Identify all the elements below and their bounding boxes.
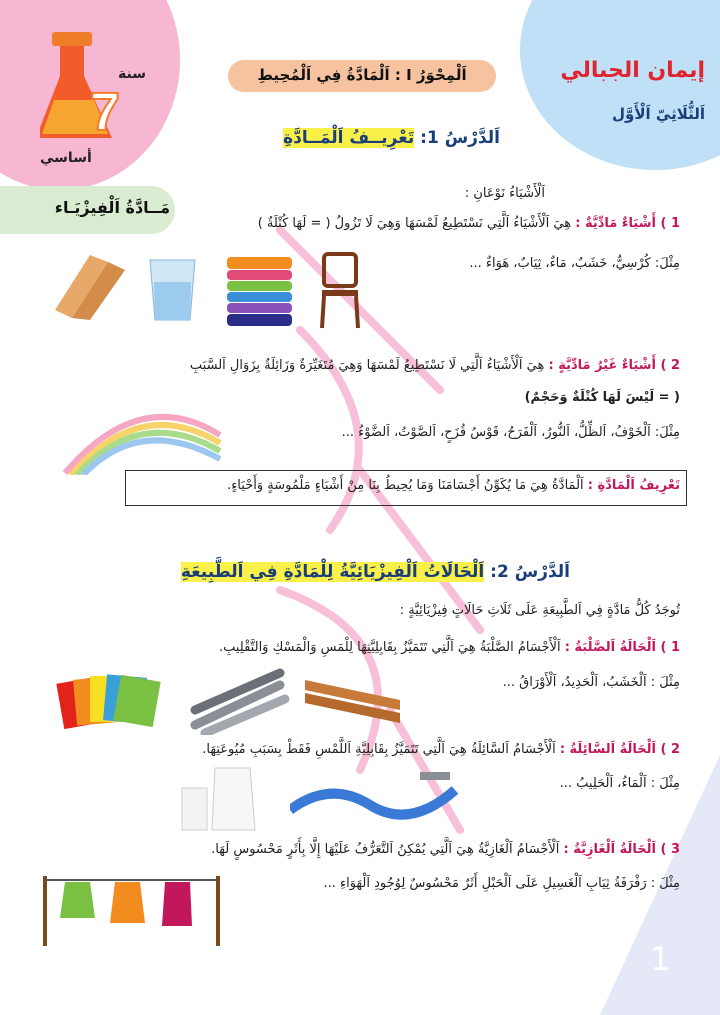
- item1-example: مِثْلَ: كُرْسِيٌّ، خَشَبٌ، مَاءٌ، ثِيَابٌ، هَوَاءٌ ...: [469, 256, 680, 271]
- subject-title: مَــادَّةُ اَلْفِيزْيَـاء: [54, 198, 170, 217]
- clothes-stack-image: [222, 252, 297, 332]
- gas-label: 3 ) اَلْحَالَةُ اَلْغَازِيَّةُ :: [563, 842, 680, 857]
- gas-text: اَلْأَجْسَامُ اَلْغَازِيَّةُ هِيَ اَلَّتِي يُمْكِنُ اَلتَّعَرُّفُ عَلَيْهَا إِلَّا بِأَثَرٍ مَحْسُوسٍ لَهَا.: [211, 842, 560, 857]
- lesson2-intro: تُوجَدُ كُلُّ مَادَّةٍ فِي اَلطَّبِيعَةِ عَلَى ثَلَاثِ حَالَاتٍ فِيزْيَائِيَّةٍ :: [399, 603, 680, 618]
- page-number: 1: [650, 940, 671, 978]
- year-label: سنة: [118, 66, 146, 82]
- iron-bars-image: [185, 665, 290, 735]
- water-splash-image: [290, 770, 460, 825]
- wood-planks-image: [50, 250, 130, 320]
- wood-boards-image: [300, 665, 405, 730]
- liquid-line: [160, 742, 680, 757]
- solid-example: مِثْلَ : اَلْخَشَبُ، اَلْحَدِيدُ، اَلْأَوْرَاقُ ...: [502, 675, 680, 690]
- flask-logo: [40, 30, 120, 150]
- chair-image: [318, 252, 363, 330]
- item2-line: [150, 358, 680, 373]
- grade-number: 7: [90, 82, 120, 142]
- milk-image: [180, 758, 260, 833]
- clothesline-image: [40, 868, 230, 948]
- item2-text: هِيَ اَلْأَشْيَاءُ اَلَّتِي لَا نَسْتَطِيعُ لَمْسَهَا وَهِيَ مُتَغَيِّرَةٌ وَزَائِلَةٌ بِزَوَالِ اَلسَّبَبِ: [189, 358, 545, 373]
- colored-papers-image: [55, 670, 165, 730]
- item1-line: [150, 216, 680, 231]
- definition-text: اَلْمَادَّةُ هِيَ مَا يُكَوِّنُ أَجْسَامَنَا وَمَا يُحِيطُ بِنَا مِنْ أَشْيَاءٍ مَلْمُوسَةٍ وَأَحْيَاءٍ.: [227, 478, 584, 493]
- definition-label: تَعْرِيفُ اَلْمَادَّةِ :: [587, 478, 680, 493]
- lesson2-heading: [170, 562, 570, 582]
- lesson1-heading: [255, 128, 500, 148]
- item1-label: 1 ) أَشْيَاءٌ مَادِّيَّةٌ :: [575, 216, 680, 231]
- axis-title: اَلْمِحْوَرُ I : اَلْمَادَّةُ فِي اَلْمُحِيطِ: [257, 66, 467, 84]
- liquid-text: اَلْأَجْسَامُ اَلسَّائِلَةُ هِيَ اَلَّتِي تَتَمَيَّزُ بِقَابِلِيَّةِ اَللَّمْسِ فَقَطْ بِسَبَبِ مُيُوعَتِهَا.: [202, 742, 556, 757]
- definition-line: [135, 478, 680, 493]
- author-name: إيمان الجبالي: [560, 58, 705, 83]
- liquid-example: مِثْلَ : اَلْمَاءُ، اَلْحَلِيبُ ...: [559, 776, 680, 791]
- solid-line: [110, 640, 680, 655]
- lesson2-prefix: اَلدَّرْسُ 2:: [490, 562, 570, 582]
- gas-line: [100, 842, 680, 857]
- gas-example: مِثْلَ : رَفْرَفَةُ ثِيَابِ اَلْغَسِيلِ عَلَى اَلْحَبْلِ أَثَرٌ مَحْسُوسٌ لِوُجُودِ اَلْهَوَاءِ ...: [323, 876, 680, 891]
- rainbow-image: [55, 395, 225, 475]
- liquid-label: 2 ) اَلْحَالَةُ اَلسَّائِلَةُ :: [559, 742, 680, 757]
- lesson1-title: تَعْرِيــفُ اَلْمَــادَّةِ: [283, 128, 415, 148]
- item2-example: مِثْلَ: اَلْخَوْفُ، اَلظِّلُّ، اَلنُّورُ، اَلْفَرَحُ، قَوْسُ قُزَحٍ، اَلصَّوْتُ، اَلضَّوْءُ ...: [341, 425, 680, 440]
- lesson1-intro: اَلْأَشْيَاءُ نَوْعَانِ :: [464, 186, 545, 201]
- lesson1-prefix: اَلدَّرْسُ 1:: [420, 128, 500, 148]
- lesson2-title: اَلْحَالَاتُ اَلْفِيزْيَائِيَّةُ لِلْمَادَّةِ فِي اَلطَّبِيعَةِ: [180, 562, 485, 582]
- solid-label: 1 ) اَلْحَالَةُ اَلصَّلْبَةُ :: [564, 640, 680, 655]
- solid-text: اَلْأَجْسَامُ الصَّلْبَةُ هِيَ اَلَّتِي تَتَمَيَّزُ بِقَابِلِيَّتِهَا لِلْمَسِ وَالْمَسْكِ وَالتَّقْلِيبِ.: [218, 640, 561, 655]
- water-glass-image: [140, 252, 205, 324]
- level-label: أساسي: [40, 150, 92, 166]
- item2-label: 2 ) أَشْيَاءٌ غَيْرُ مَادِّيَّةٍ :: [548, 358, 680, 373]
- trimester-label: اَلثُّلَاثِيّ اَلْأَوَّل: [612, 105, 705, 123]
- item1-text: هِيَ اَلْأَشْيَاءُ اَلَّتِي نَسْتَطِيعُ لَمْسَهَا وَهِيَ لَا تَزُولُ ( = لَهَا كُتْلَةٌ ): [257, 216, 572, 231]
- header-bubble-blue: [520, 0, 720, 170]
- item2-text2: ( = لَيْسَ لَهَا كُتْلَةٌ وَحَجْمٌ): [524, 390, 680, 405]
